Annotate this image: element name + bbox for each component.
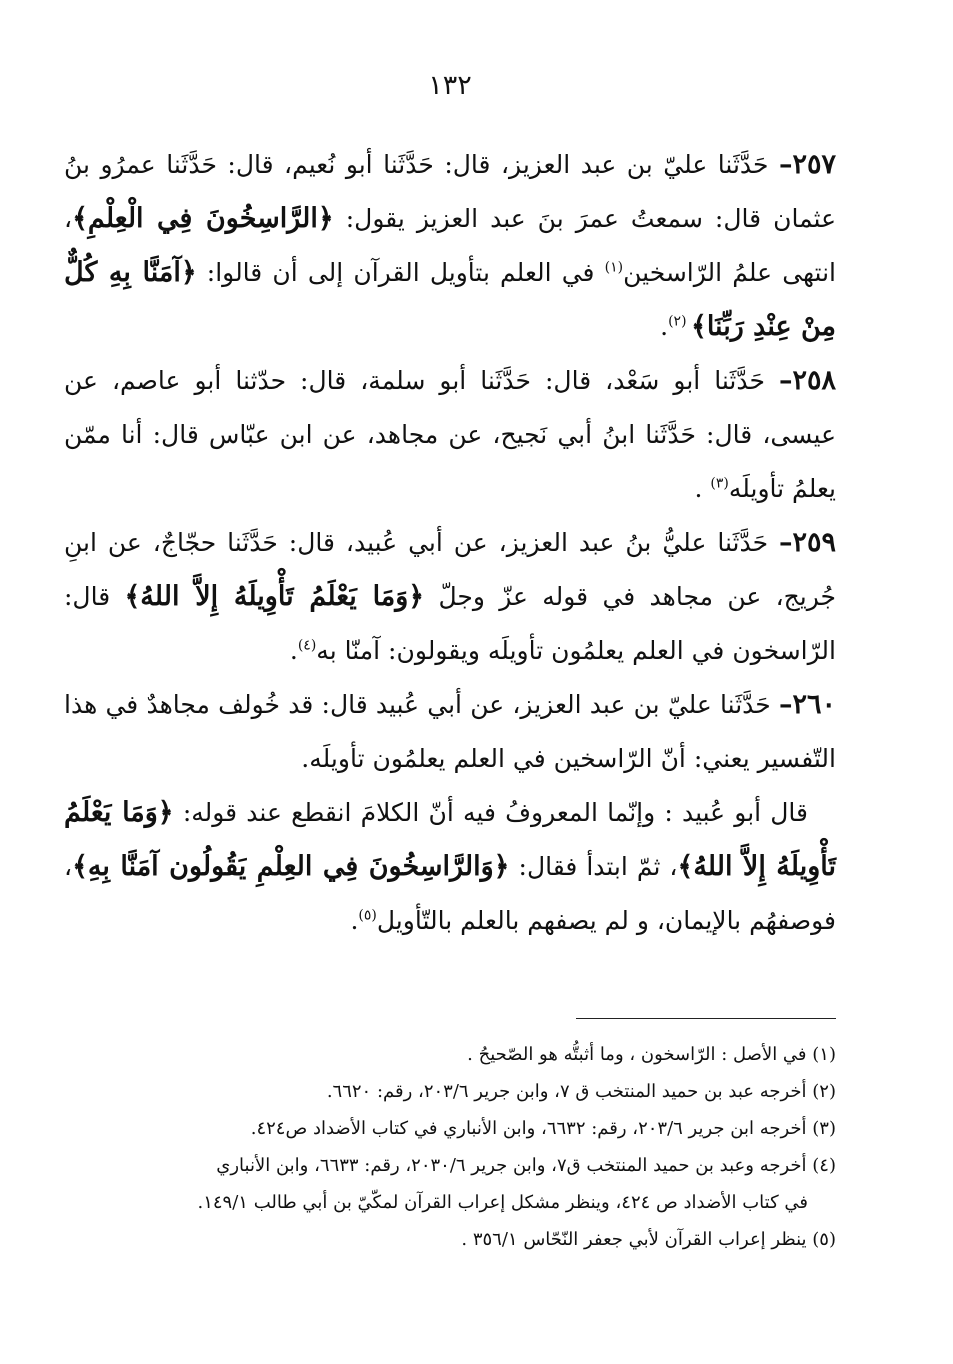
paragraph-text: حَدَّثَنا أبو سَعْد، قال: حَدَّثَنا أبو سلمة، قال: حدّثنا أبو عاصم، عن عيسى، قال: حَدَّثَنا ابنُ أبي نَجيح، عن مجاهد، عن ابن عبّاس قال: أنا ممّن يعلمُ تأويلَه [64, 366, 836, 503]
footnote-1: (١) في الأصل : الرّاسخون ، وما أثبتُّه هو الصّحيحُ . [467, 1044, 836, 1065]
footnote-ref[interactable]: (٢) [668, 313, 691, 330]
footnote-3: (٣) أخرجه ابن جرير ٢٠٣/٦، رقم: ٦٦٣٢، وابن الأنباري في كتاب الأضداد ص٤٢٤. [250, 1118, 836, 1139]
paragraph-text: حَدَّثَنا عليُّ بنُ عبد العزيز، عن أبي عُبيد، قال: حَدَّثَنا حجّاجٌ، عن ابنِ جُريج، عن مجاهد في قوله عزّ وجلّ [64, 528, 836, 611]
hadith-number: ٢٥٩– [778, 527, 836, 558]
footnote-4: (٤) أخرجه وعبد بن حميد المنتخب ق٧، وابن جرير ٢٠٣٠/٦، رقم: ٦٦٣٣، وابن الأنباري [216, 1155, 836, 1176]
quran-quote: ﴿آمَنَّا بِهِ كُلٌّ مِنْ عِنْدِ رَبِّنَا﴾ [64, 257, 836, 342]
hadith-number: ٢٦٠– [778, 689, 836, 720]
quran-quote: ﴿الرَّاسِخُونَ فِي الْعِلْمِ﴾ [72, 203, 334, 234]
paragraph-text: في العلم بتأويل القرآن إلى أن قالوا: [196, 258, 605, 287]
footnote-divider [576, 1018, 836, 1019]
paragraph-text: حَدَّثَنا عليّ بن عبد العزيز، قال: حَدَّثَنا أبو نُعيم، قال: حَدَّثَنا عمرُو بنُ عثمان قال: سمعتُ عمرَ بنَ عبد العزيز يقول: [64, 150, 836, 233]
quran-quote: ﴿وَمَا يَعْلَمُ تَأْوِيلَهُ إِلاَّ اللهُ﴾ [64, 797, 836, 882]
page-number: ١٣٢ [428, 70, 472, 101]
hadith-257 [64, 138, 836, 354]
footnote-4-continued: في كتاب الأضداد ص ٤٢٤، وينظر مشكل إعراب القرآن لمكّيّ بن أبي طالب ١٤٩/١. [197, 1192, 808, 1213]
body-text [64, 138, 836, 948]
footnote-ref[interactable]: (١) [604, 259, 624, 276]
quran-quote: ﴿وَالرَّاسِخُونَ فِي العِلْمِ يَقُولُون آمَنَّا بِهِ﴾ [72, 851, 510, 882]
quran-quote: ﴿وَمَا يَعْلَمُ تَأْوِيلَهُ إِلاَّ اللهُ﴾ [124, 581, 425, 612]
paragraph-text: ، ثمّ ابتدأ فقال: [509, 852, 678, 881]
footnotes-section [64, 1036, 836, 1258]
commentary-paragraph [64, 786, 836, 948]
footnote-ref[interactable]: (٣) [710, 475, 729, 492]
paragraph-text: . [289, 636, 298, 665]
footnote-ref[interactable]: (٥) [358, 907, 377, 924]
footnote-5: (٥) ينظر إعراب القرآن لأبي جعفر النّحّاس ٣٥٦/١ . [461, 1229, 836, 1250]
hadith-number: ٢٥٧– [778, 149, 836, 180]
paragraph-text: قال: الرّاسخون في العلم يعلمُون تأويلَه ويقولون: آمنّا به [64, 582, 836, 665]
hadith-260 [64, 678, 836, 786]
paragraph-text: قال أبو عُبيد : وإنّما المعروفُ فيه أنّ الكلامَ انقطع عند قوله: [173, 798, 809, 827]
paragraph-text: ، فوصفهُم بالإيمان، و لم يصفهم بالعلم بالتّأويل [64, 852, 836, 935]
footnote-ref[interactable]: (٤) [297, 637, 317, 654]
hadith-258 [64, 354, 836, 516]
hadith-number: ٢٥٨– [778, 365, 836, 396]
paragraph-text: . [694, 474, 711, 503]
document-page [64, 0, 836, 1364]
paragraph-text: . [350, 906, 359, 935]
footnote-2: (٢) أخرجه عبد بن حميد المنتخب ق ٧، وابن جرير ٢٠٣/٦، رقم: ٦٦٢٠. [326, 1081, 836, 1102]
hadith-259 [64, 516, 836, 678]
paragraph-text: حَدَّثَنا عليّ بن عبد العزيز، عن أبي عُبيد قال: قد خُولف مجاهدٌ في هذا التّفسير يعني: أنّ الرّاسخين في العلم يعلمُون تأويلَه. [64, 690, 836, 773]
paragraph-text: . [660, 312, 669, 341]
paragraph-text: ، انتهى علمُ الرّاسخين [64, 204, 837, 287]
